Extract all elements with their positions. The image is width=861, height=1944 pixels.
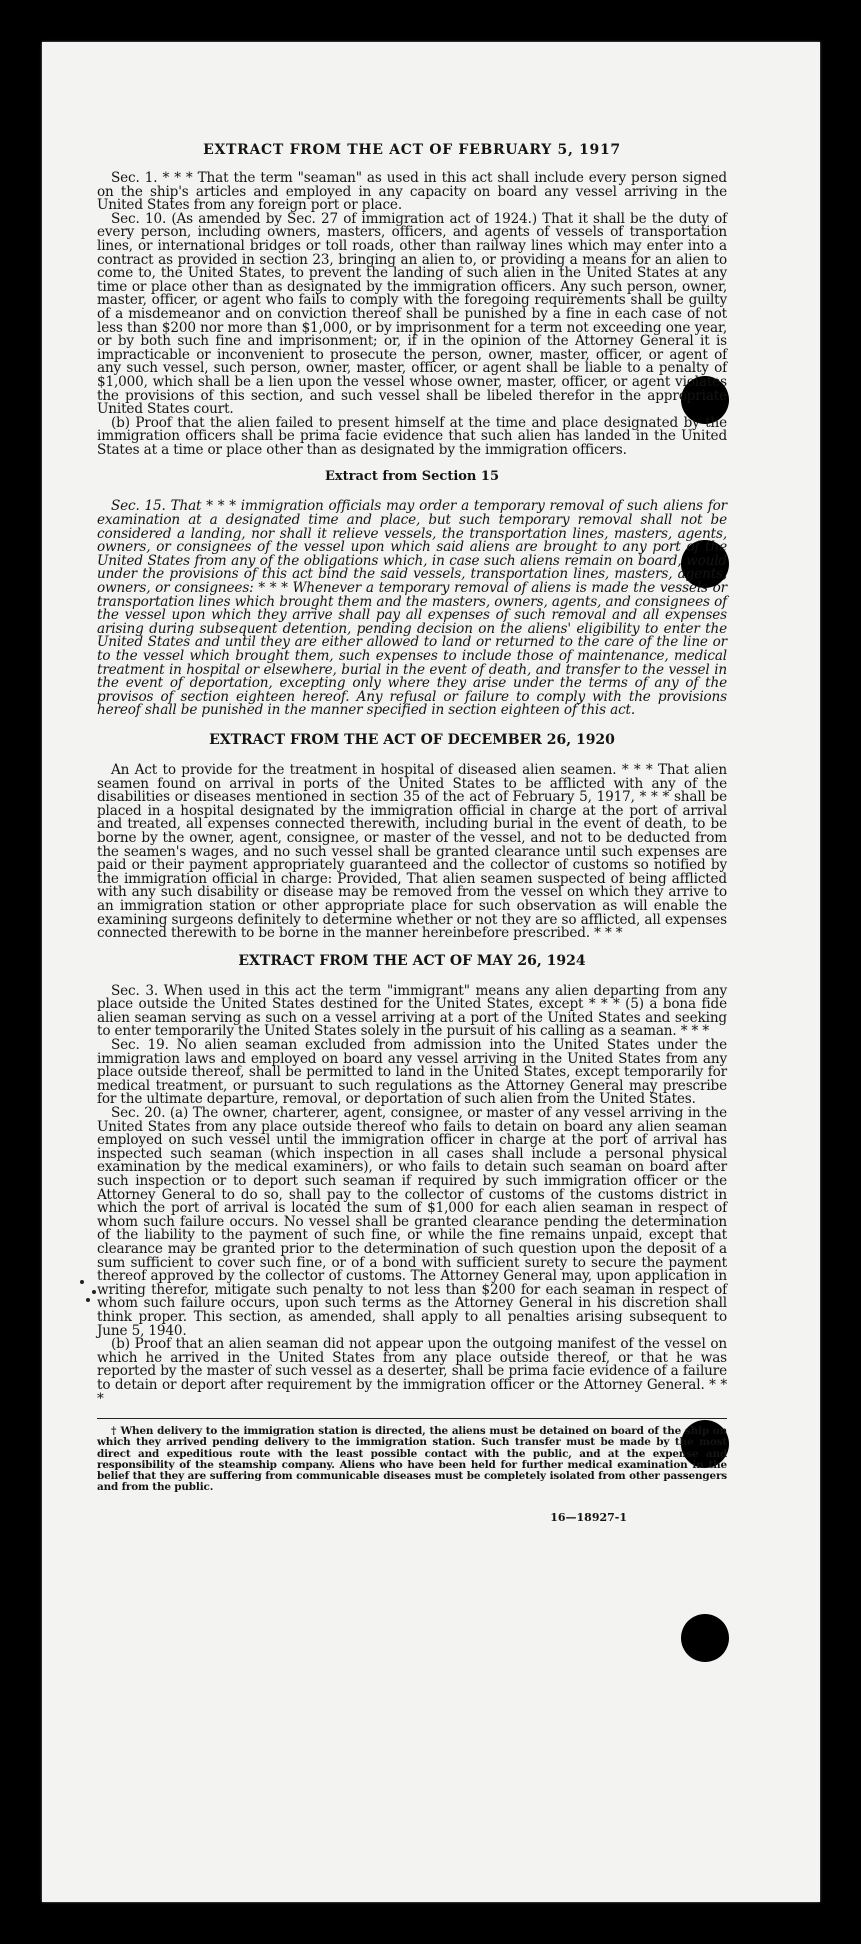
section-15 — [97, 469, 727, 718]
paragraph-sec-3: Sec. 3. When used in this act the term "immigrant" means any alien departing from any place outside the United States destined for the United States, except * * * (5) a bona fide alien seaman serving as such on a vessel arriving at a port of the United States and seeking to enter temporarily the United States solely in the pursuit of his calling as a seaman. * * * — [97, 982, 727, 1040]
punch-hole — [681, 1614, 729, 1662]
paragraph-sec-10: Sec. 10. (As amended by Sec. 27 of immigration act of 1924.) That it shall be the duty of every person, including owners, masters, officers, and agents of vessels of transportation lines, or international bridges or toll roads, other than railway lines which may enter into a contract as provided in section 23, bringing an alien to, or providing a means for an alien to come to, the United States, to prevent the landing of such alien in the United States at any time or place other than as designated by the immigration officers. Any such person, owner, master, officer, or agent who fails to comply with the foregoing requirements shall be guilty of a misdemeanor and on conviction thereof shall be punished by a fine in each case of not less than $200 nor more than $1,000, or by imprisonment for a term not exceeding one year, or by both such fine and imprisonment; or, if in the opinion of the Attorney General it is impracticable or inconvenient to prosecute the person, owner, master, officer, or agent of any such vessel, such person, owner, master, officer, or agent shall be liable to a penalty of $1,000, which shall be a lien upon the vessel whose owner, master, officer, or agent violates the provisions of this section, and such vessel shall be libeled therefor in the appropriate United States court. — [97, 210, 727, 418]
section-heading: EXTRACT FROM THE ACT OF MAY 26, 1924 — [238, 952, 586, 969]
paragraph-sec-19: Sec. 19. No alien seaman excluded from admission into the United States under the immigration laws and employed on board any vessel arriving in the United States from any place outside thereof, shall be permitted to land in the United States, except temporarily for medical treatment, or pursuant to such regulations as the Attorney General may prescribe for the ultimate departure, removal, or deportation of such alien from the United States. — [97, 1037, 727, 1108]
paragraph-act-1920: An Act to provide for the treatment in hospital of diseased alien seamen. * * * That alien seamen found on arrival in ports of the United States to be afflicted with any of the disabilities or diseases mentioned in section 35 of the act of February 5, 1917, * * * shall be placed in a hospital designated by the immigration official in charge at the port of arrival and treated, all expenses connected therewith, including burial in the event of death, to be borne by the owner, agent, consignee, or master of the vessel, and not to be deducted from the seamen's wages, and no such vessel shall be granted clearance until such expenses are paid or their payment appropriately guaranteed and the collector of customs so notified by the immigration official in charge: Provided, That alien seamen suspected of being afflicted with any such disability or disease may be removed from the vessel on which they arrive to an immigration station or other appropriate place for such observation as will enable the examining surgeons definitely to determine whether or not they are so afflicted, all expenses connected therewith to be borne in the manner hereinbefore prescribed. * * * — [97, 761, 727, 942]
paragraph-sec-15: Sec. 15. That * * * immigration officials may order a temporary removal of such aliens for examination at a designated time and place, but such temporary removal shall not be considered a landing, nor shall it relieve vessels, the transportation lines, masters, agents, owners, or consignees of the vessel upon which said aliens are brought to any port of the United States from any of the obligations which, in case such aliens remain on board, would under the provisions of this act bind the said vessels, transportation lines, masters, agents, owners, or consignees: * * * Whenever a temporary removal of aliens is made the vessels or transportation lines which brought them and the masters, owners, agents, and consignees of the vessel upon which they arrive shall pay all expenses of such removal and all expenses arising during subsequent detention, pending decision on the aliens' eligibility to enter the United States and until they are either allowed to land or returned to the care of the line or to the vessel which brought them, such expenses to include those of maintenance, medical treatment in hospital or elsewhere, burial in the event of death, and transfer to the vessel in the event of deportation, excepting only where they arise under the terms of any of the provisos of section eighteen hereof. Any refusal or failure to comply with the provisions hereof shall be punished in the manner specified in section eighteen of this act. — [97, 498, 727, 719]
paper-speck — [92, 1290, 96, 1294]
document-body — [97, 142, 727, 1524]
footnote-text: † When delivery to the immigration station is directed, the aliens must be detained on board of the ship on which they arrived pending delivery to the immigration station. Such transfer must be made by the most direct and expeditious route with the least possible contact with the public, and at the expense and responsibility of the steamship company. Aliens who have been held for further medical examination in the belief that they are suffering from communicable diseases must be completely isolated from other passengers and from the public. — [97, 1425, 727, 1494]
paragraph-sec-20b: (b) Proof that an alien seaman did not appear upon the outgoing manifest of the vessel on which he arrived in the United States from any place outside thereof, or that he was reported by the master of such vessel as a deserter, shall be prima facie evidence of a failure to detain or deport after requirement by the immigration officer or the Attorney General. * * * — [97, 1336, 727, 1407]
paragraph-sec-20a: Sec. 20. (a) The owner, charterer, agent, consignee, or master of any vessel arriving in the United States from any place outside thereof who fails to detain on board any alien seaman employed on such vessel until the immigration officer in charge at the port of arrival has inspected such seaman (which inspection in all cases shall include a personal physical examination by the medical examiners), or who fails to detain such seaman on board after such inspection or to deport such seaman if required by such immigration officer or the Attorney General to do so, shall pay to the collector of customs of the customs district in which the port of arrival is located the sum of $1,000 for each alien seaman in respect of whom such failure occurs. No vessel shall be granted clearance pending the determination of the liability to the payment of such fine, or while the fine remains unpaid, except that clearance may be granted prior to the determination of such question upon the deposit of a sum sufficient to cover such fine, or of a bond with sufficient surety to secure the payment thereof approved by the collector of customs. The Attorney General may, upon application in writing therefor, mitigate such penalty to not less than $200 for each seaman in respect of whom such failure occurs, upon such terms as the Attorney General in his discretion shall think proper. This section, as amended, shall apply to all penalties arising subsequent to June 5, 1940. — [97, 1105, 727, 1339]
paragraph-sec-1: Sec. 1. * * * That the term "seaman" as used in this act shall include every person signed on the ship's articles and employed in any capacity on board any vessel arriving in the United States from any foreign port or place. — [97, 170, 727, 214]
section-heading: EXTRACT FROM THE ACT OF FEBRUARY 5, 1917 — [203, 142, 621, 158]
section-heading: Extract from Section 15 — [324, 469, 500, 485]
section-dec-1920 — [97, 732, 727, 941]
section-feb-1917 — [97, 142, 727, 457]
form-code: 16—18927-1 — [550, 1511, 627, 1525]
section-may-1924 — [97, 953, 727, 1406]
paragraph-10b: (b) Proof that the alien failed to present himself at the time and place designated by the immigration officers shall be prima facie evidence that such alien has landed in the United States at a time or place other than as designated by the immigration officers. — [97, 414, 727, 458]
footnote — [97, 1418, 727, 1493]
section-heading: EXTRACT FROM THE ACT OF DECEMBER 26, 1920 — [209, 731, 615, 748]
paper-speck — [86, 1298, 90, 1302]
paper-speck — [80, 1280, 84, 1284]
